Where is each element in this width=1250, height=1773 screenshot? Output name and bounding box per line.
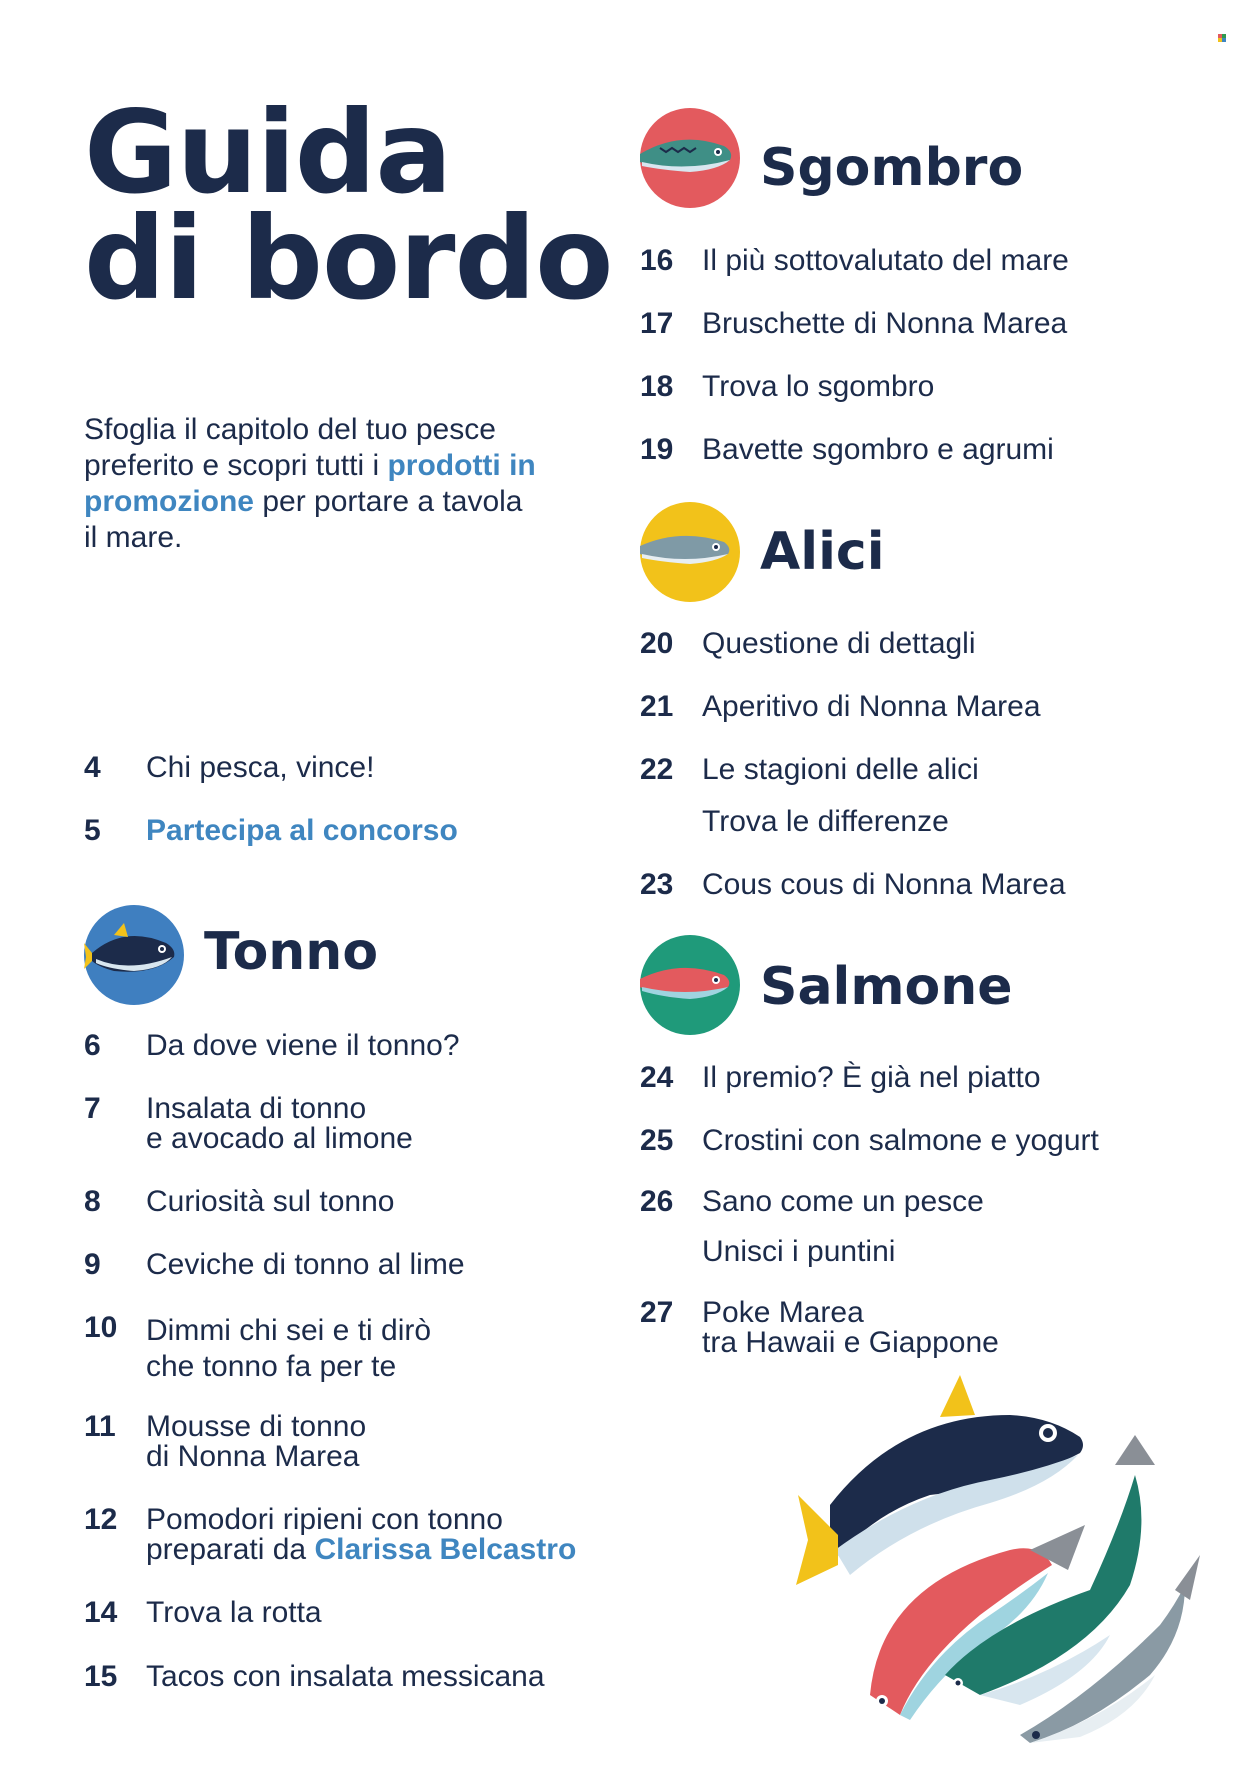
title-line-1: Guida: [84, 86, 452, 219]
intro-text-1: Sfoglia il capitolo del tuo pesce preferito e scopri tutti i: [84, 413, 496, 482]
entry-number: 10: [84, 1311, 118, 1344]
entry-title: Questione di dettagli: [702, 627, 976, 660]
entry-title: Mousse di tonno di Nonna Marea: [146, 1410, 367, 1473]
entry-subtitle: Unisci i puntini: [702, 1235, 896, 1268]
entry-number: 8: [84, 1185, 101, 1218]
corner-logo-icon: [1218, 34, 1226, 42]
entry-title: Crostini con salmone e yogurt: [702, 1124, 1099, 1157]
entry-number: 6: [84, 1029, 101, 1062]
entry-title: Bruschette di Nonna Marea: [702, 307, 1068, 340]
anchovy-icon: [640, 502, 740, 602]
entry-title: Trova la rotta: [146, 1596, 322, 1629]
entry-title: Tacos con insalata messicana: [146, 1660, 545, 1693]
entry-number: 12: [84, 1503, 118, 1536]
entry-number: 4: [84, 751, 101, 784]
entry-number: 19: [640, 433, 674, 466]
entry-title: Sano come un pesce Unisci i puntini: [702, 1185, 984, 1268]
entry-number: 27: [640, 1296, 674, 1329]
entry-title: Da dove viene il tonno?: [146, 1029, 460, 1062]
section-title-salmone: Salmone: [760, 957, 1013, 1017]
entry-number: 16: [640, 244, 674, 277]
intro-text-2: per portare a tavola il mare.: [84, 485, 523, 554]
entry-subtitle: Trova le differenze: [702, 805, 949, 838]
entry-number: 7: [84, 1092, 101, 1125]
entry-title: Chi pesca, vince!: [146, 751, 375, 784]
entry-number: 18: [640, 370, 674, 403]
entry-number: 5: [84, 814, 101, 847]
intro-paragraph: [84, 412, 544, 556]
entry-number: 26: [640, 1185, 674, 1218]
entry-number: 21: [640, 690, 674, 723]
entry-title: Poke Marea tra Hawaii e Giappone: [702, 1296, 999, 1359]
author-link[interactable]: Clarissa Belcastro: [314, 1533, 577, 1566]
entry-title: Curiosità sul tonno: [146, 1185, 395, 1218]
contest-link[interactable]: Partecipa al concorso: [146, 814, 458, 847]
entry-number: 22: [640, 753, 674, 786]
entry-number: 9: [84, 1248, 101, 1281]
title-line-2: di bordo: [84, 192, 613, 325]
entry-title: Insalata di tonno e avocado al limone: [146, 1092, 413, 1155]
entry-title: Ceviche di tonno al lime: [146, 1248, 465, 1281]
entry-title: Le stagioni delle alici Trova le differenze: [702, 753, 979, 838]
entry-title: Cous cous di Nonna Marea: [702, 868, 1066, 901]
entry-number: 24: [640, 1061, 674, 1094]
entry-title: Pomodori ripieni con tonno preparati da Clarissa Belcastro: [146, 1503, 577, 1566]
entry-title: Trova lo sgombro: [702, 370, 935, 403]
tuna-icon: [84, 905, 184, 1005]
promo-products-link[interactable]: prodotti in promozione: [84, 449, 536, 518]
salmon-icon: [640, 935, 740, 1035]
entry-number: 17: [640, 307, 674, 340]
section-title-tonno: Tonno: [204, 922, 379, 982]
entry-title: Aperitivo di Nonna Marea: [702, 690, 1041, 723]
entry-number: 23: [640, 868, 674, 901]
entry-title: Dimmi chi sei e ti dirò che tonno fa per te: [146, 1314, 432, 1383]
mackerel-icon: [640, 108, 740, 208]
entry-number: 14: [84, 1596, 118, 1629]
entry-title: Il più sottovalutato del mare: [702, 244, 1069, 277]
entry-title: Bavette sgombro e agrumi: [702, 433, 1054, 466]
entry-number: 20: [640, 627, 674, 660]
section-title-sgombro: Sgombro: [760, 138, 1024, 198]
section-title-alici: Alici: [760, 522, 885, 582]
entry-number: 15: [84, 1660, 118, 1693]
entry-number: 11: [84, 1410, 116, 1443]
fish-illustration: [790, 1375, 1210, 1745]
page-title: [84, 86, 613, 325]
entry-title: Il premio? È già nel piatto: [702, 1061, 1041, 1094]
entry-number: 25: [640, 1124, 674, 1157]
